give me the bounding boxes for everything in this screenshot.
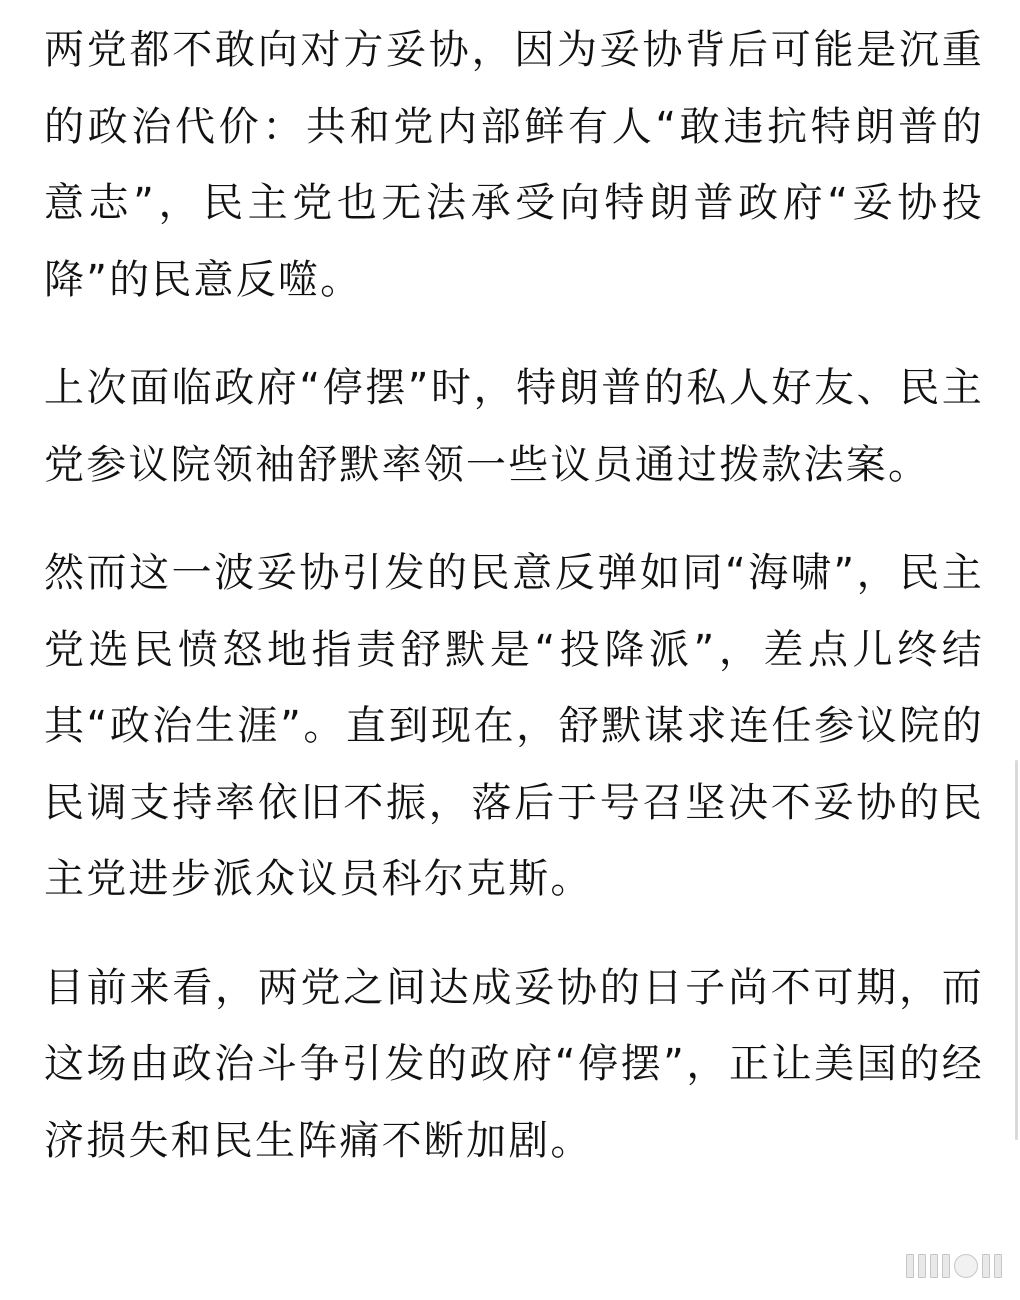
scrollbar[interactable] (1015, 760, 1018, 1140)
article-body (44, 12, 984, 1179)
paragraph-4: 目前来看，两党之间达成妥协的日子尚不可期，而这场由政治斗争引发的政府“停摆”，正让美国的经济损失和民生阵痛不断加剧。 (44, 964, 984, 1164)
paragraph-3: 然而这一波妥协引发的民意反弹如同“海啸”，民主党选民愤怒地指责舒默是“投降派”，差点儿终结其“政治生涯”。直到现在，舒默谋求连任参议院的民调支持率依旧不振，落后于号召坚决不妥协的民主党进步派众议员科尔克斯。 (44, 550, 984, 902)
paragraph-1: 两党都不敢向对方妥协，因为妥协背后可能是沉重的政治代价：共和党内部鲜有人“敢违抗特朗普的意志”，民主党也无法承受向特朗普政府“妥协投降”的民意反噬。 (44, 27, 984, 303)
watermark-logo-icon (906, 1254, 1002, 1278)
paragraph-2: 上次面临政府“停摆”时，特朗普的私人好友、民主党参议院领袖舒默率领一些议员通过拨款法案。 (44, 365, 984, 488)
